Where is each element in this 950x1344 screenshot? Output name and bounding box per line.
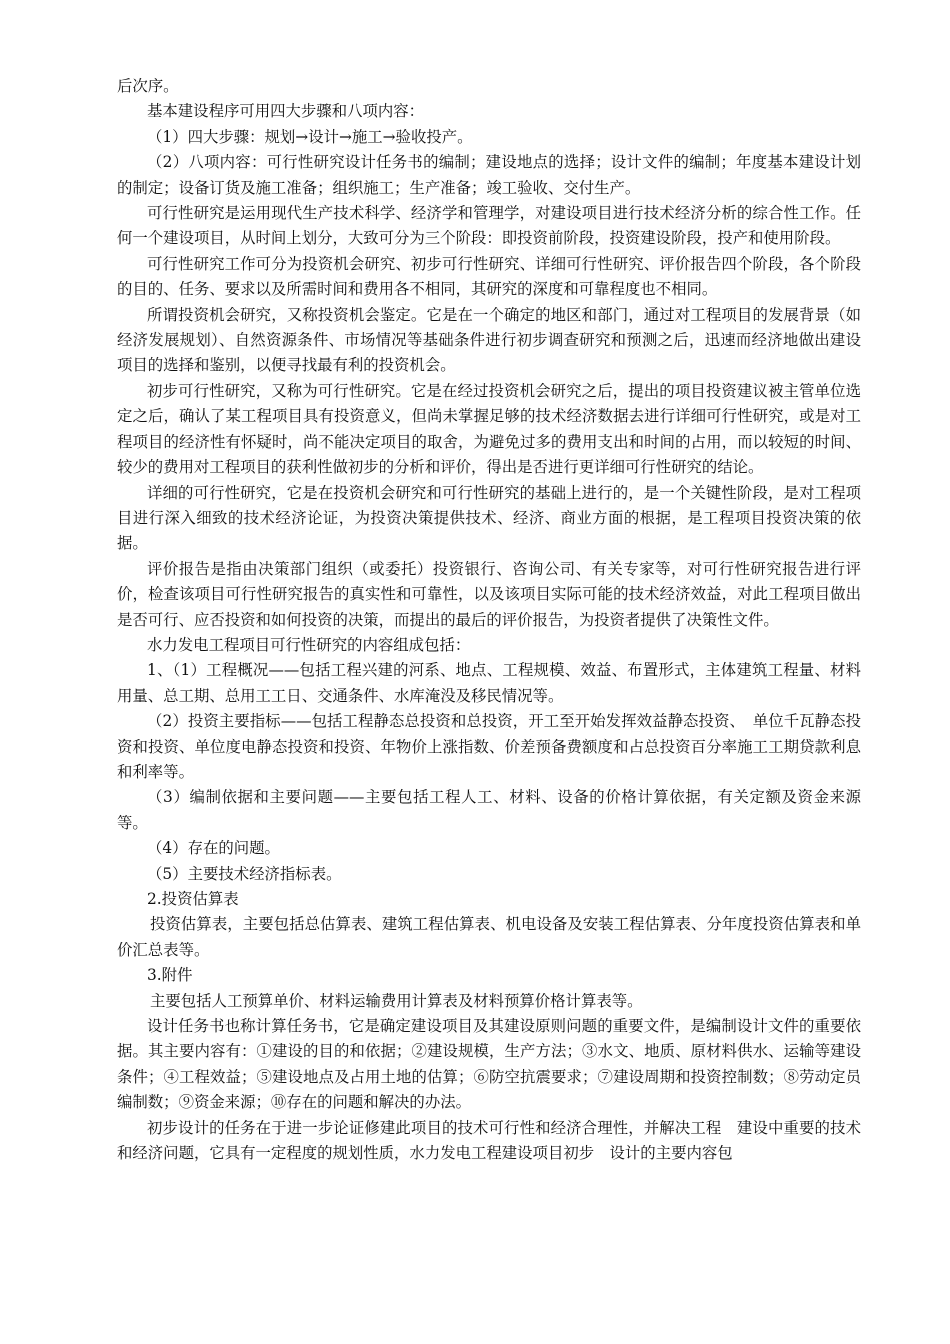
paragraph: 投资估算表，主要包括总估算表、建筑工程估算表、机电设备及安装工程估算表、分年度投资估算表和单价汇总表等。 [117, 915, 861, 959]
paragraph: （1）四大步骤：规划→设计→施工→验收投产。 [147, 127, 473, 146]
paragraph: （2）投资主要指标——包括工程静态总投资和总投资，开工至开始发挥效益静态投资、 单位千瓦静态投资和投资、单位度电静态投资和投资、年物价上涨指数、价差预备费额度和占总投资百分率施工工期贷款利息和利率等。 [117, 712, 861, 781]
document-page [117, 74, 861, 1166]
section-heading: 2.投资估算表 [147, 890, 239, 908]
paragraph: 初步设计的任务在于进一步论证修建此项目的技术可行性和经济合理性，并解决工程 建设中重要的技术和经济问题，它具有一定程度的规划性质，水力发电工程建设项目初步 设计的主要内容包 [117, 1118, 861, 1163]
paragraph: 基本建设程序可用四大步骤和八项内容： [147, 102, 425, 121]
paragraph: （4）存在的问题。 [147, 839, 280, 858]
paragraph: 后次序。 [117, 77, 179, 95]
paragraph: 可行性研究是运用现代生产技术科学、经济学和管理学，对建设项目进行技术经济分析的综合性工作。任何一个建设项目，从时间上划分，大致可分为三个阶段：即投资前阶段，投资建设阶段，投产和使用阶段。 [117, 204, 861, 248]
paragraph: （2）八项内容：可行性研究设计任务书的编制；建设地点的选择；设计文件的编制；年度基本建设计划的制定；设备订货及施工准备；组织施工；生产准备；竣工验收、交付生产。 [117, 153, 861, 197]
paragraph: 评价报告是指由决策部门组织（或委托）投资银行、咨询公司、有关专家等，对可行性研究报告进行评价，检查该项目可行性研究报告的真实性和可靠性，以及该项目实际可能的技术经济效益，对此工程项目做出是否可行、应否投资和如何投资的决策，而提出的最后的评价报告，为投资者提供了决策性文件。 [117, 559, 861, 629]
paragraph: 1、（1）工程概况——包括工程兴建的河系、地点、工程规模、效益、布置形式，主体建筑工程量、材料用量、总工期、总用工工日、交通条件、水库淹没及移民情况等。 [117, 661, 861, 705]
paragraph: 可行性研究工作可分为投资机会研究、初步可行性研究、详细可行性研究、评价报告四个阶段，各个阶段的目的、任务、要求以及所需时间和费用各不相同，其研究的深度和可靠程度也不相同。 [117, 254, 861, 299]
paragraph: 详细的可行性研究，它是在投资机会研究和可行性研究的基础上进行的，是一个关键性阶段，是对工程项目进行深入细致的技术经济论证，为投资决策提供技术、经济、商业方面的根据，是工程项目投资决策的依据。 [117, 483, 861, 553]
paragraph: 水力发电工程项目可行性研究的内容组成包括： [147, 635, 471, 654]
paragraph: （3）编制依据和主要问题——主要包括工程人工、材料、设备的价格计算依据，有关定额及资金来源等。 [117, 788, 861, 832]
paragraph: 所谓投资机会研究，又称投资机会鉴定。它是在一个确定的地区和部门，通过对工程项目的发展背景（如经济发展规划）、自然资源条件、市场情况等基础条件进行初步调查研究和预测之后，迅速而经济地做出建设项目的选择和鉴别，以便寻找最有利的投资机会。 [117, 305, 861, 375]
paragraph: 初步可行性研究，又称为可行性研究。它是在经过投资机会研究之后，提出的项目投资建议被主管单位选定之后，确认了某工程项目具有投资意义，但尚未掌握足够的技术经济数据去进行详细可行性研究，或是对工程项目的经济性有怀疑时，尚不能决定项目的取舍，为避免过多的费用支出和时间的占用，而以较短的时间、较少的费用对工程项目的获利性做初步的分析和评价，得出是否进行更详细可行性研究的结论。 [117, 381, 861, 477]
section-heading: 3.附件 [147, 966, 193, 985]
paragraph: 设计任务书也称计算任务书，它是确定建设项目及其建设原则问题的重要文件，是编制设计文件的重要依据。其主要内容有：①建设的目的和依据；②建设规模，生产方法；③水文、地质、原材料供水、运输等建设条件；④工程效益；⑤建设地点及占用土地的估算；⑥防空抗震要求；⑦建设周期和投资控制数；⑧劳动定员编制数；⑨资金来源；⑩存在的问题和解决的办法。 [117, 1017, 861, 1112]
paragraph: 主要包括人工预算单价、材料运输费用计算表及材料预算价格计算表等。 [150, 991, 643, 1010]
paragraph: （5）主要技术经济指标表。 [147, 864, 342, 883]
